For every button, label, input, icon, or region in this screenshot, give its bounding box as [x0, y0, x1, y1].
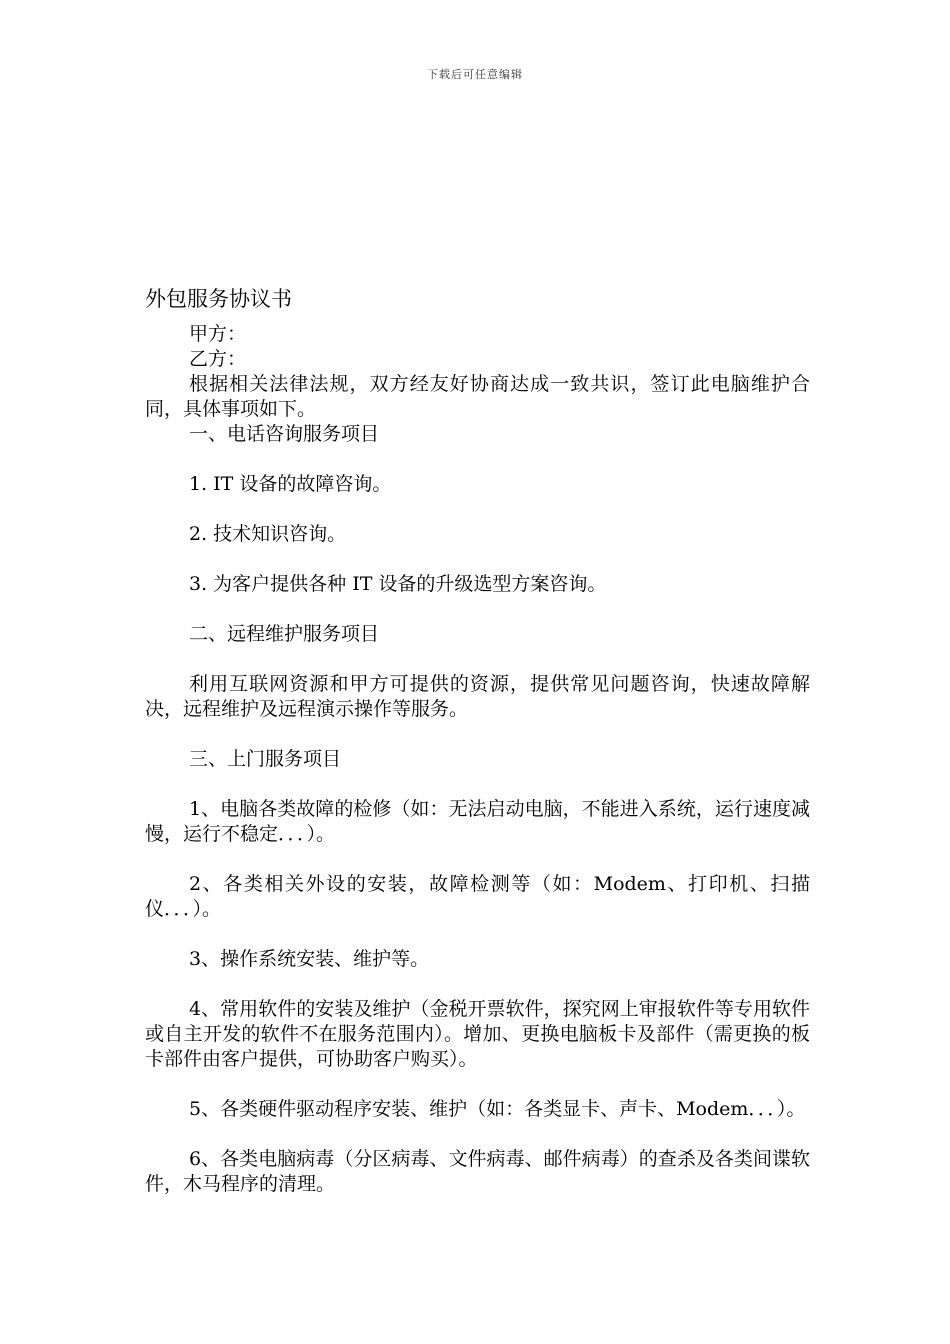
- section3-item: 3、操作系统安装、维护等。: [189, 948, 430, 970]
- party-b-line: 乙方：: [189, 348, 247, 370]
- intro-paragraph: 根据相关法律法规，双方经友好协商达成一致共识，签订此电脑维护合同，具体事项如下。: [145, 373, 810, 420]
- document-body: [145, 284, 810, 1197]
- section3-item: 5、各类硬件驱动程序安装、维护（如：各类显卡、声卡、Modem．．．）。: [189, 1098, 806, 1120]
- section3-heading: 三、上门服务项目: [189, 748, 342, 770]
- section2-body: 利用互联网资源和甲方可提供的资源，提供常见问题咨询，快速故障解决，远程维护及远程演示操作等服务。: [145, 673, 810, 720]
- header-note: 下载后可任意编辑: [427, 68, 523, 81]
- section1-item: 3. 为客户提供各种 IT 设备的升级选型方案咨询。: [189, 573, 607, 595]
- section3-item: 2、各类相关外设的安装，故障检测等（如：Modem、打印机、扫描仪．．．）。: [145, 873, 810, 920]
- section1-item: 1. IT 设备的故障咨询。: [189, 473, 392, 495]
- section2-heading: 二、远程维护服务项目: [189, 623, 380, 645]
- document-title: 外包服务协议书: [145, 287, 292, 311]
- section3-item: 6、各类电脑病毒（分区病毒、文件病毒、邮件病毒）的查杀及各类间谍软件，木马程序的清理。: [145, 1148, 810, 1195]
- section3-item: 1、电脑各类故障的检修（如：无法启动电脑，不能进入系统，运行速度减慢，运行不稳定．．．）。: [145, 798, 810, 845]
- section3-item: 4、常用软件的安装及维护（金税开票软件，探究网上审报软件等专用软件或自主开发的软件不在服务范围内）。增加、更换电脑板卡及部件（需更换的板卡部件由客户提供，可协助客户购买）。: [145, 998, 810, 1070]
- section1-heading: 一、电话咨询服务项目: [189, 423, 380, 445]
- party-a-line: 甲方：: [189, 323, 247, 345]
- section1-item: 2. 技术知识咨询。: [189, 523, 347, 545]
